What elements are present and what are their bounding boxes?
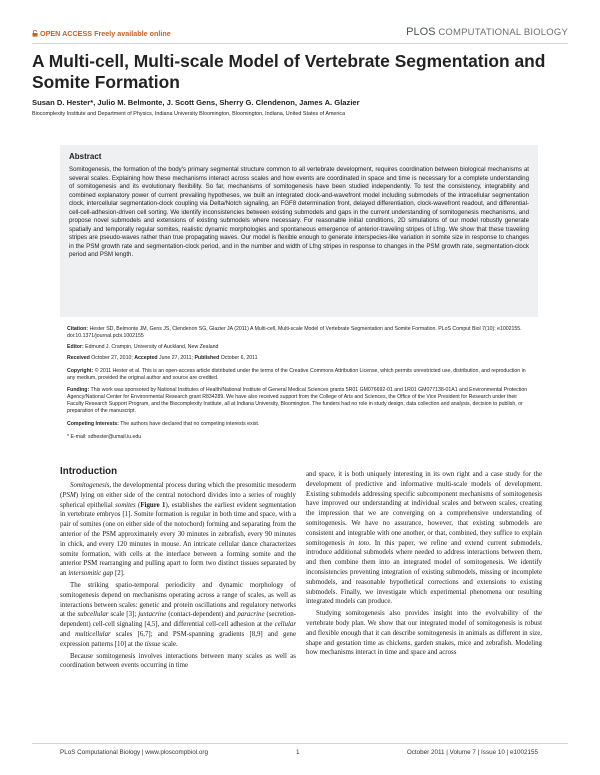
author-email[interactable]: * E-mail: sdhester@umail.iu.edu (67, 434, 142, 440)
footer-issue: October 2011 | Volume 7 | Issue 10 | e1002155 (406, 749, 538, 756)
abstract-heading: Abstract (69, 152, 102, 161)
published-label: Published (194, 355, 220, 361)
editor-label: Editor: (67, 344, 84, 350)
freely-available-label: Freely available online (94, 29, 171, 38)
page-number: 1 (296, 749, 300, 756)
competing-label: Competing Interests: (67, 421, 119, 427)
editor (67, 344, 535, 351)
intro-paragraph-3-cont: and space, it is both uniquely interesting in its own right and a case study for the development of predictive and informative multi-scale models of development. Existing submodels addressing specific subcomponent mechanisms of somitogenesis have improved our understanding at individual scales and between scales, creating the impression that we are converging on a comprehensive understanding of somitogenesis. We have no assurance, however, that existing submodels are consistent and integrable with one another, or that, combined, they suffice to explain somitogenesis in toto. In this paper, we refine and extend current submodels, introduce additional submodels where needed to address interactions between them, and then combine them into an integrated model of somitogenesis. We identify inconsistencies preventing integration of existing submodels, missing or incomplete submodels, and reasonable hypothetical corrections and extensions to existing submodels. Finally, we investigate which experimental phenomena our resulting integrated models can produce. (306, 471, 542, 606)
published-date: October 6, 2011 (220, 355, 258, 361)
figure-1-link[interactable]: Figure 1 (140, 501, 166, 509)
header-divider (32, 43, 568, 44)
affiliation: Biocomplexity Institute and Department of Physics, Indiana University Bloomington, Bloomington, Indiana, United States of America (32, 111, 346, 117)
citation (67, 326, 535, 340)
open-access-badge (32, 29, 171, 38)
footer-divider (32, 743, 568, 744)
funding-label: Funding: (67, 387, 90, 393)
journal-subtitle: COMPUTATIONAL BIOLOGY (438, 27, 568, 38)
competing-text: The authors have declared that no competing interests exist. (120, 421, 260, 427)
funding (67, 387, 535, 415)
received-label: Received (67, 355, 90, 361)
plos-logo: PLOS (406, 26, 436, 38)
access-label: ACCESS (62, 29, 93, 38)
introduction-heading: Introduction (60, 466, 118, 477)
citation-text: Hester SD, Belmonte JM, Gens JS, Clendenon SG, Glazier JA (2011) A Multi-cell, Multi-scale Model of Vertebrate Segmentation and Somite Formation. PLoS Comput Biol 7(10): e1002155. doi:10.1371/journal.pcbi.1002155 (67, 326, 522, 339)
received-date: October 27, 2010; (91, 355, 133, 361)
footer-journal: PLoS Computational Biology | www.ploscompbiol.org (60, 749, 208, 756)
body-column-left (60, 481, 296, 671)
accepted-date: June 27, 2011; (159, 355, 193, 361)
intro-paragraph-2: The striking spatio-temporal periodicity and dynamic morphology of somitogenesis depend on mechanisms operating across a range of scales, as well as interactions between scales: genetic and protein oscillations and regulatory networks at the subcellular scale [3]; juxtacrine (contact-dependent) and paracrine (secretion-dependent) cell-cell signaling [4,5], and differential cell-cell adhesion at the cellular and multicellular scales [6,7]; and PSM-spanning gradients [8,9] and gene expression patterns [10] at the tissue scale. (60, 581, 297, 648)
dates (67, 355, 535, 362)
open-lock-icon (32, 30, 38, 37)
copyright (67, 368, 535, 382)
accepted-label: Accepted (134, 355, 158, 361)
copyright-label: Copyright: (67, 368, 94, 374)
open-label: OPEN (40, 29, 61, 38)
citation-label: Citation: (67, 326, 89, 332)
intro-paragraph-3: Because somitogenesis involves interactions between many scales as well as coordination between events occurring in time (60, 652, 296, 670)
body-column-right (306, 470, 542, 658)
editor-text: Edmund J. Crampin, University of Auckland, New Zealand (85, 344, 219, 350)
author-list: Susan D. Hester*, Julio M. Belmonte, J. Scott Gens, Sherry G. Clendenon, James A. Glazier (32, 98, 360, 107)
funding-text: This work was sponsored by National Institutes of Health/National Institute of General Medical Sciences grants 5R01 GM076692-01 and 1R01 GM077138-01A1 and Environmental Protection Agency/National Center for Environmental Research grant R834289. We have also received support from the College of Arts and Sciences, the Office of the Vice President for Research under their Faculty Research Support Program, and the Biocomplexity Institute, all at Indiana University, Bloomington. The funders had no role in study design, data collection and analysis, decision to publish, or preparation of the manuscript. (67, 387, 528, 414)
intro-paragraph-1: Somitogenesis, the developmental process during which the presomitic mesoderm (PSM) lying on either side of the central notochord divides into a series of roughly spherical epithelial somites (Figure 1), establishes the earliest evident segmentation in vertebrate embryos [1]. Somite formation is regular in both time and space, with a pair of somites (one on either side of the notochord) forming and separating from the anterior of the PSM approximately every 30 minutes in zebrafish, every 90 minutes in chick, and every 120 minutes in mouse. An intricate cellular dance characterizes somite formation, with cells at the interface between a forming somite and the anterior PSM rearranging and pulling apart to form two distinct tissues separated by an intersomitic gap [2]. (60, 482, 296, 578)
journal-name (406, 26, 568, 38)
article-title: A Multi-cell, Multi-scale Model of Vertebrate Segmentation and Somite Formation (32, 51, 546, 92)
intro-paragraph-4: Studying somitogenesis also provides insight into the evolvability of the vertebrate body plan. We show that our integrated model of somitogenesis is robust and flexible enough that it can describe somitogenesis in animals as different in size, shape and gestation time as chickens, garden snakes, mice and zebrafish. Modeling how mechanisms interact in time and space and across (306, 610, 542, 657)
copyright-text: © 2011 Hester et al. This is an open-access article distributed under the terms of the Creative Commons Attribution License, which permits unrestricted use, distribution, and reproduction in any medium, provided the original author and source are credited. (67, 368, 526, 381)
abstract-text: Somitogenesis, the formation of the body's primary segmental structure common to all vertebrate development, requires coordination between biological mechanisms at several scales. Explaining how these mechanisms interact across scales and how events are coordinated in space and time is necessary for a complete understanding of somitogenesis and its evolutionary flexibility. So far, mechanisms of somitogenesis have been studied independently. To test the consistency, integrability and combined explanatory power of current prevailing hypotheses, we built an integrated clock-and-wavefront model including submodels of the intracellular segmentation clock, intercellular segmentation-clock coupling via Delta/Notch signaling, an FGF8 determination front, delayed differentiation, clock-wavefront readout, and differential-cell-cell-adhesion-driven cell sorting. We identify inconsistencies between existing submodels and gaps in the current understanding of somitogenesis mechanisms, and propose novel submodels and extensions of existing submodels where necessary. For reasonable initial conditions, 2D simulations of our model robustly generate spatially and temporally regular somites, realistic dynamic morphologies and spontaneous emergence of anterior-traveling stripes of Lfng. We show that these traveling stripes are pseudo-waves rather than true propagating waves. Our model is flexible enough to generate interspecies-like variation in somite size in response to changes in the PSM growth rate and segmentation-clock period, and in the number and width of Lfng stripes in response to changes in the PSM growth rate, segmentation-clock period and PSM length. (69, 166, 529, 259)
competing-interests (67, 421, 535, 428)
